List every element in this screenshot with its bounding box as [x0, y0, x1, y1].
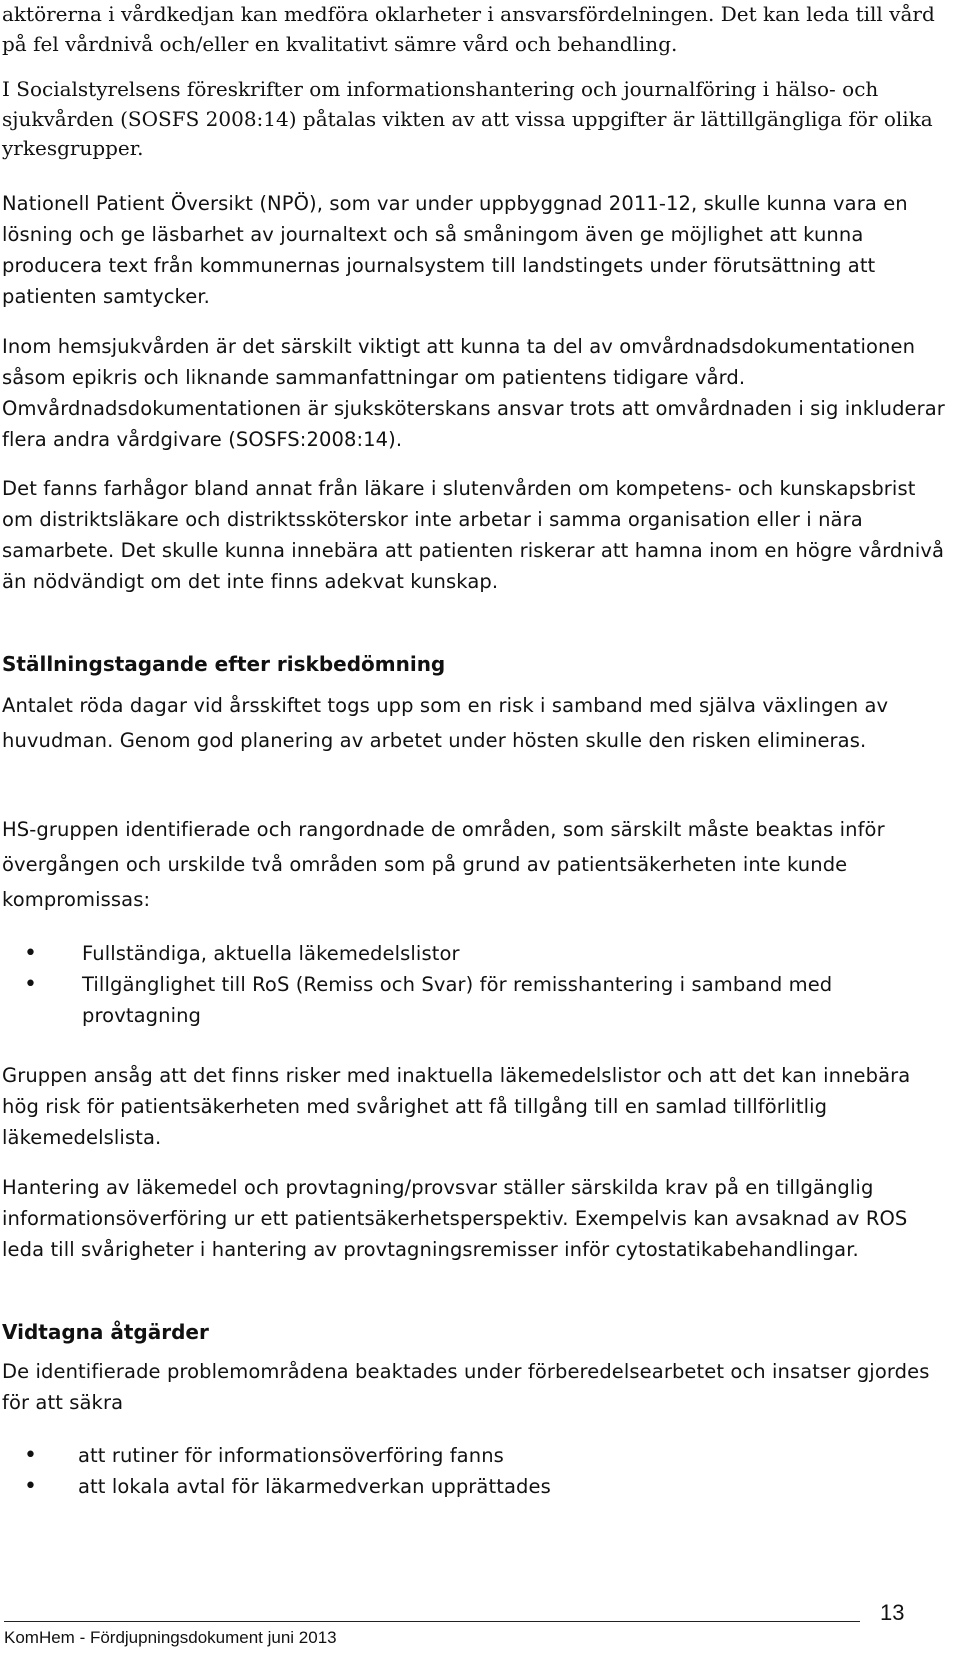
footer-divider — [4, 1621, 860, 1622]
section-heading-riskbedomning: Ställningstagande efter riskbedömning — [2, 652, 446, 676]
paragraph-npo: Nationell Patient Översikt (NPÖ), som var under uppbyggnad 2011-12, skulle kunna vara en lösning och ge läsbarhet av journaltext och så småningom även ge möjlighet att kunna producera text från kommunernas journalsystem till landstingets under förutsättning att patienten samtycker. — [2, 192, 908, 308]
list-item: • att lokala avtal för läkarmedverkan upprättades — [0, 1471, 945, 1502]
section-heading-vidtagna-atgarder: Vidtagna åtgärder — [2, 1320, 209, 1344]
paragraph-hs-gruppen: HS-gruppen identifierade och rangordnade de områden, som särskilt måste beaktas inför övergången och urskilde två områden som på grund av patientsäkerheten inte kunde kompromissas: — [2, 818, 885, 911]
paragraph-roda-dagar: Antalet röda dagar vid årsskiftet togs upp som en risk i samband med själva växlingen av huvudman. Genom god planering av arbetet under hösten skulle den risken elimineras. — [2, 694, 889, 752]
paragraph-problemomraden: De identifierade problemområdena beaktades under förberedelsearbetet och insatser gjordes för att säkra — [2, 1360, 930, 1414]
paragraph-hantering: Hantering av läkemedel och provtagning/provsvar ställer särskilda krav på en tillgänglig informationsöverföring ur ett patientsäkerhetsperspektiv. Exempelvis kan avsaknad av ROS leda till svårigheter i hantering av provtagningsremisser inför cytostatikabehandlingar. — [2, 1176, 908, 1261]
paragraph-sosfs: I Socialstyrelsens föreskrifter om informationshantering och journalföring i hälso- och sjukvården (SOSFS 2008:14) påtalas vikten av att vissa uppgifter är lättillgängliga för olika yrkesgrupper. — [2, 77, 933, 160]
paragraph-intro-continuation: aktörerna i vårdkedjan kan medföra oklarheter i ansvarsfördelningen. Det kan leda till vård på fel vårdnivå och/eller en kvalitativt sämre vård och behandling. — [2, 2, 935, 56]
bullet-list-actions — [0, 1440, 945, 1502]
list-item: • Fullständiga, aktuella läkemedelslistor — [0, 938, 945, 969]
footer-title: KomHem - Fördjupningsdokument juni 2013 — [4, 1628, 337, 1647]
list-item: • Tillgänglighet till RoS (Remiss och Svar) för remisshantering i samband med provtagning — [0, 969, 945, 1031]
paragraph-hemsjukvard: Inom hemsjukvården är det särskilt viktigt att kunna ta del av omvårdnadsdokumentationen såsom epikris och liknande sammanfattningar om patientens tidigare vård. Omvårdnadsdokumentationen är sjuksköterskans ansvar trots att omvårdnaden i sig inkluderar flera andra vårdgivare (SOSFS:2008:14). — [2, 335, 945, 451]
list-item: • att rutiner för informationsöverföring fanns — [0, 1440, 945, 1471]
paragraph-gruppen-ansag: Gruppen ansåg att det finns risker med inaktuella läkemedelslistor och att det kan innebära hög risk för patientsäkerheten med svårighet att få tillgång till en samlad tillförlitlig läkemedelslista. — [2, 1064, 911, 1149]
page-number: 13 — [880, 1600, 905, 1625]
paragraph-farhagor: Det fanns farhågor bland annat från läkare i slutenvården om kompetens- och kunskapsbrist om distriktsläkare och distriktssköterskor inte arbetar i samma organisation eller i nära samarbete. Det skulle kunna innebära att patienten riskerar att hamna inom en högre vårdnivå än nödvändigt om det inte finns adekvat kunskap. — [2, 477, 945, 593]
bullet-list-priorities — [0, 938, 945, 1031]
